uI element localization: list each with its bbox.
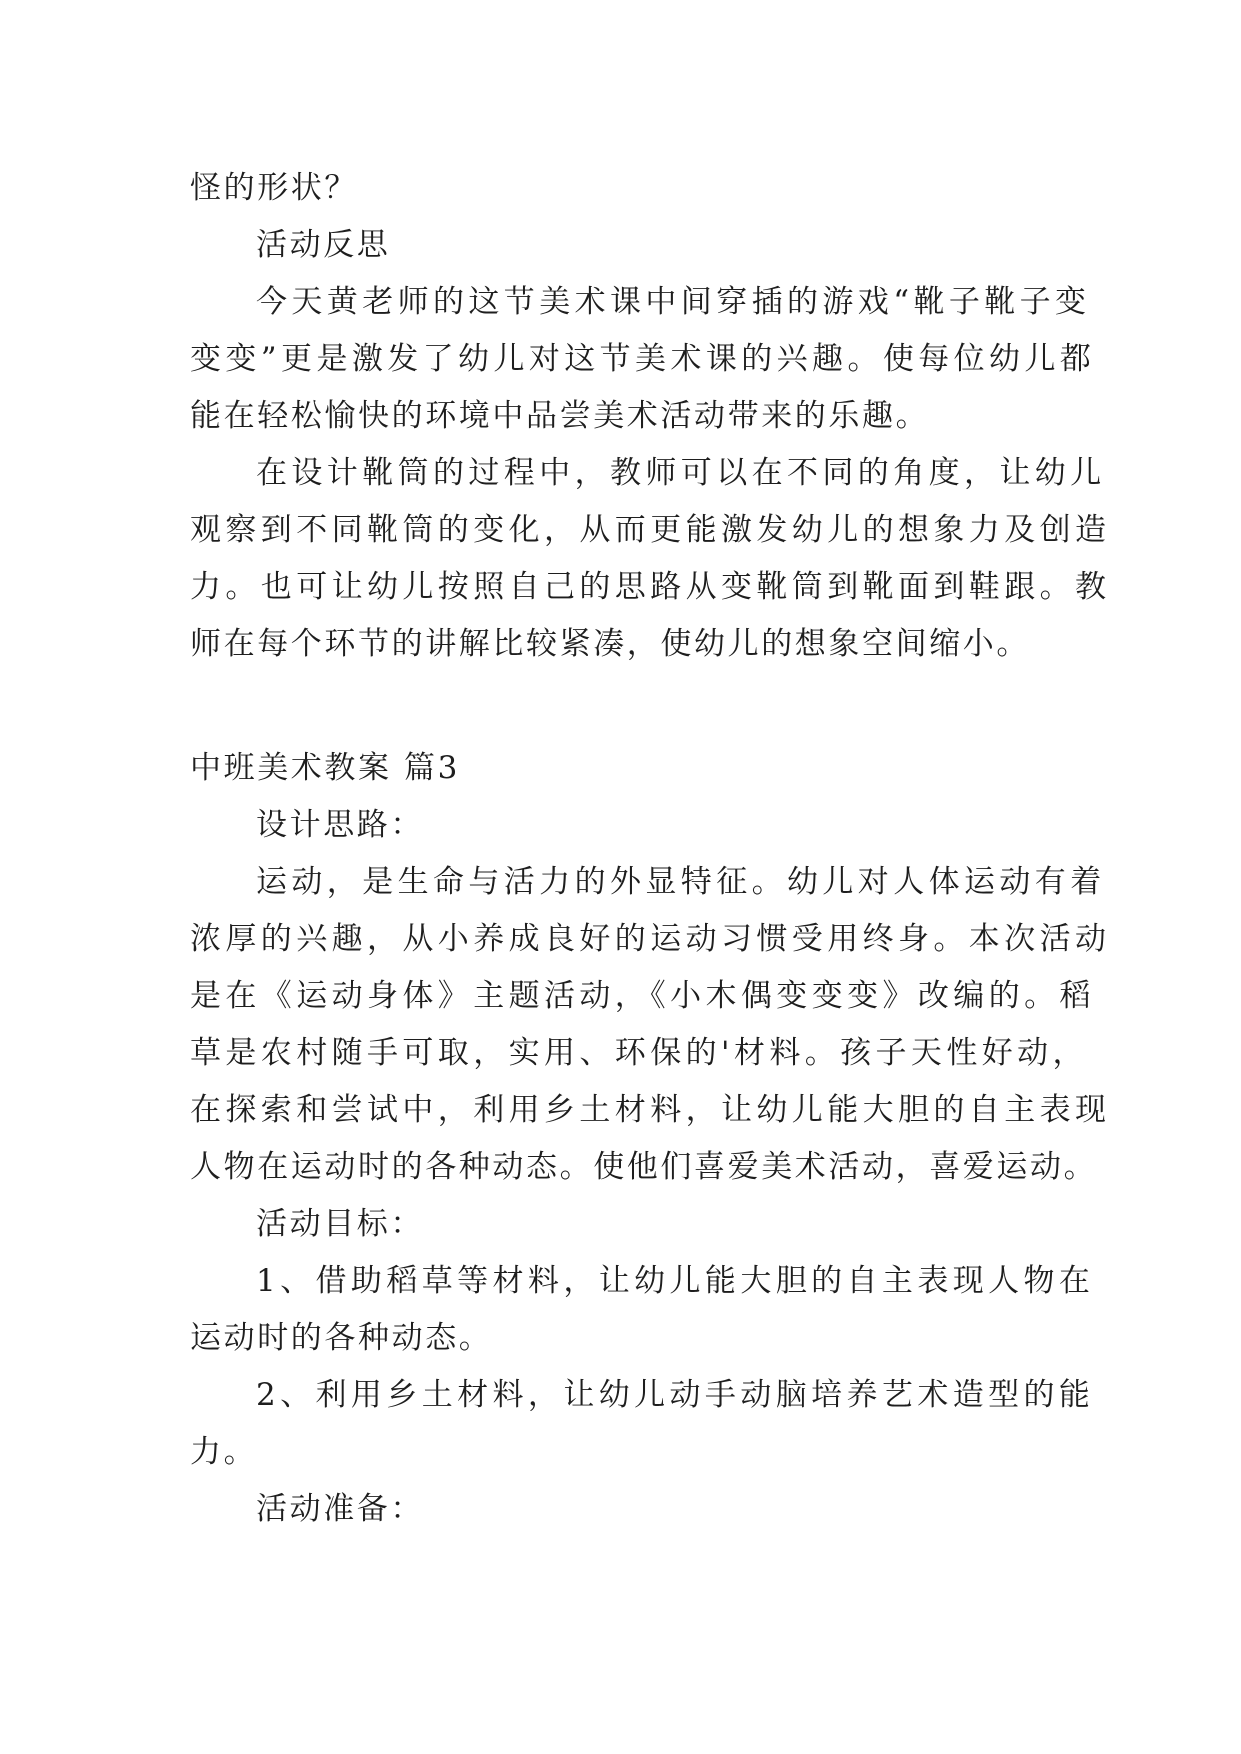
text-line: 今天黄老师的这节美术课中间穿插的游戏“靴子靴子变 xyxy=(256,284,1091,320)
section-heading: 活动目标： xyxy=(256,1206,424,1242)
text-line: 草是农村随手可取，实用、环保的'材料。孩子天性好动， xyxy=(190,1035,1088,1071)
text-line: 运动时的各种动态。 xyxy=(190,1320,493,1356)
text-line: 力。 xyxy=(190,1434,258,1470)
text-line: 怪的形状？ xyxy=(190,170,358,206)
text-line: 力。也可让幼儿按照自己的思路从变靴筒到靴面到鞋跟。教 xyxy=(190,569,1111,605)
section-heading: 活动反思 xyxy=(256,227,391,263)
text-line: 是在《运动身体》主题活动，《小木偶变变变》改编的。稻 xyxy=(190,978,1095,1014)
text-line: 在设计靴筒的过程中，教师可以在不同的角度，让幼儿 xyxy=(256,455,1106,491)
text-line: 运动，是生命与活力的外显特征。幼儿对人体运动有着 xyxy=(256,864,1106,900)
section-title: 中班美术教案 篇3 xyxy=(190,750,460,786)
text-line: 能在轻松愉快的环境中品尝美术活动带来的乐趣。 xyxy=(190,398,930,434)
text-line: 师在每个环节的讲解比较紧凑，使幼儿的想象空间缩小。 xyxy=(190,626,1030,662)
text-line: 观察到不同靴筒的变化，从而更能激发幼儿的想象力及创造 xyxy=(190,512,1111,548)
text-line: 变变”更是激发了幼儿对这节美术课的兴趣。使每位幼儿都 xyxy=(190,341,1096,377)
text-line: 人物在运动时的各种动态。使他们喜爱美术活动，喜爱运动。 xyxy=(190,1149,1098,1185)
section-heading: 活动准备： xyxy=(256,1491,424,1527)
section-heading: 设计思路： xyxy=(256,807,424,843)
text-line: 2、利用乡土材料，让幼儿动手动脑培养艺术造型的能 xyxy=(256,1377,1095,1413)
text-line: 在探索和尝试中，利用乡土材料，让幼儿能大胆的自主表现 xyxy=(190,1092,1111,1128)
text-line: 浓厚的兴趣，从小养成良好的运动习惯受用终身。本次活动 xyxy=(190,921,1111,957)
text-line: 1、借助稻草等材料，让幼儿能大胆的自主表现人物在 xyxy=(256,1263,1095,1299)
